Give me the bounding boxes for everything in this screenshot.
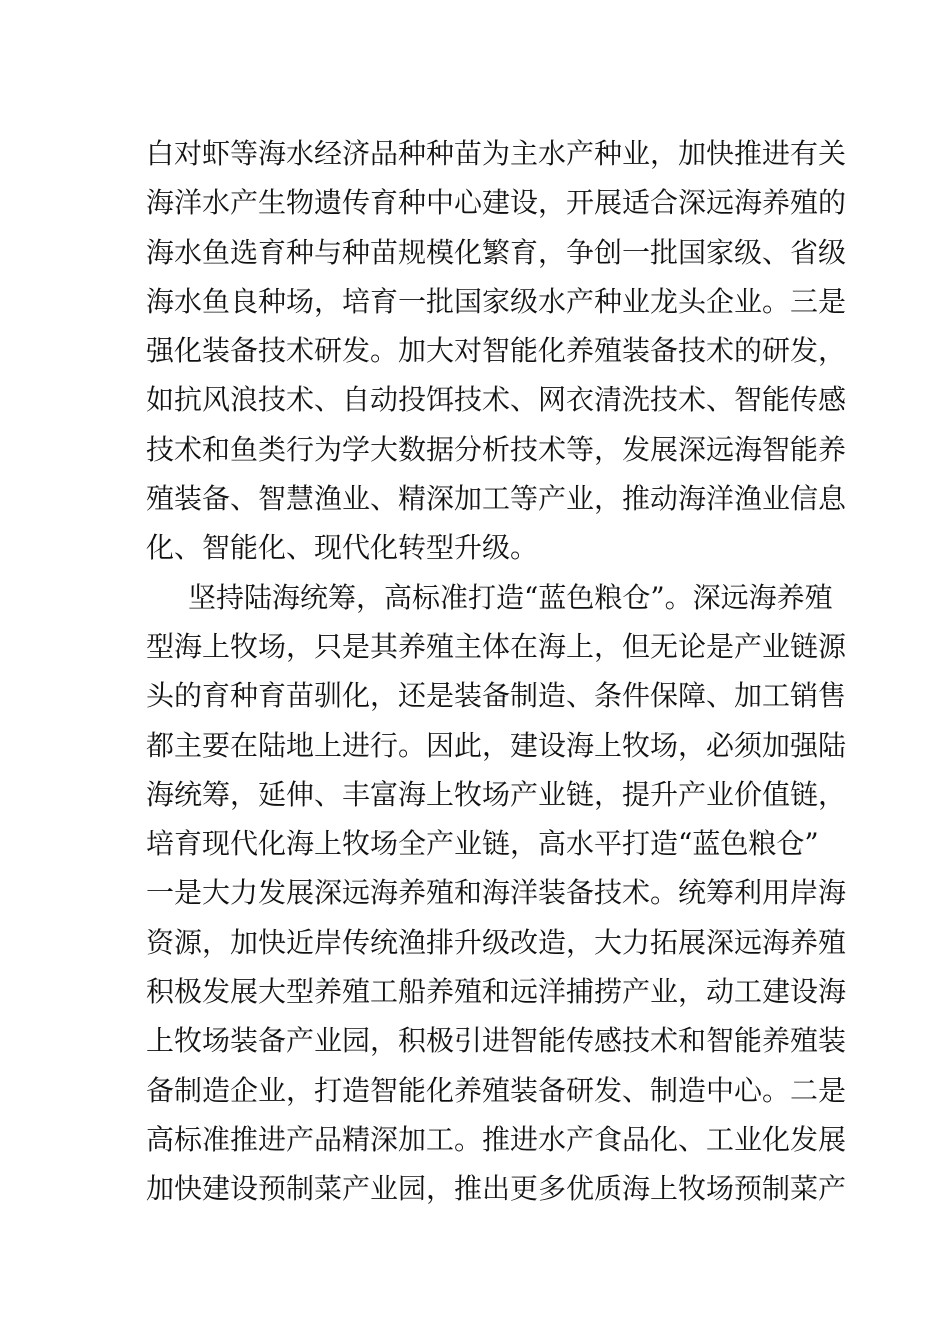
text-line: 化、智能化、现代化转型升级。 [146, 531, 539, 565]
text-line: 技术和鱼类行为学大数据分析技术等，发展深远海智能养 [146, 432, 847, 466]
text-line: 海统筹，延伸、丰富海上牧场产业链，提升产业价值链， [146, 777, 847, 811]
text-line: 头的育种育苗驯化，还是装备制造、条件保障、加工销售 [146, 679, 847, 713]
text-line: 型海上牧场，只是其养殖主体在海上，但无论是产业链源 [146, 629, 847, 663]
text-line: 资源，加快近岸传统渔排升级改造，大力拓展深远海养殖 [146, 925, 847, 959]
text-line: 白对虾等海水经济品种种苗为主水产种业，加快推进有关 [146, 137, 847, 170]
text-line: 加快建设预制菜产业园，推出更多优质海上牧场预制菜产 [146, 1172, 847, 1206]
paragraph-land-sea-coordination [146, 573, 847, 1214]
paragraph-fishery-seed-industry [146, 129, 847, 573]
text-line: 都主要在陆地上进行。因此，建设海上牧场，必须加强陆 [146, 728, 847, 762]
document-body [146, 129, 847, 1214]
text-line: 上牧场装备产业园，积极引进智能传感技术和智能养殖装 [146, 1024, 847, 1058]
text-line: 海洋水产生物遗传育种中心建设，开展适合深远海养殖的 [146, 186, 847, 220]
text-line: 培育现代化海上牧场全产业链，高水平打造“蓝色粮仓” [146, 827, 819, 861]
text-line: 殖装备、智慧渔业、精深加工等产业，推动海洋渔业信息 [146, 482, 847, 516]
text-line: 海水鱼选育种与种苗规模化繁育，争创一批国家级、省级 [146, 235, 847, 269]
text-line: 海水鱼良种场，培育一批国家级水产种业龙头企业。三是 [146, 284, 847, 318]
text-line: 高标准推进产品精深加工。推进水产食品化、工业化发展 [146, 1122, 847, 1156]
text-line: 如抗风浪技术、自动投饵技术、网衣清洗技术、智能传感 [146, 383, 847, 417]
text-line: 积极发展大型养殖工船养殖和远洋捕捞产业，动工建设海 [146, 975, 847, 1009]
text-line: 强化装备技术研发。加大对智能化养殖装备技术的研发， [146, 334, 847, 368]
text-line: 一是大力发展深远海养殖和海洋装备技术。统筹利用岸海 [146, 876, 847, 910]
text-line: 备制造企业，打造智能化养殖装备研发、制造中心。二是 [146, 1073, 847, 1107]
text-line-indented: 坚持陆海统筹，高标准打造“蓝色粮仓”。深远海养殖 [188, 580, 833, 614]
